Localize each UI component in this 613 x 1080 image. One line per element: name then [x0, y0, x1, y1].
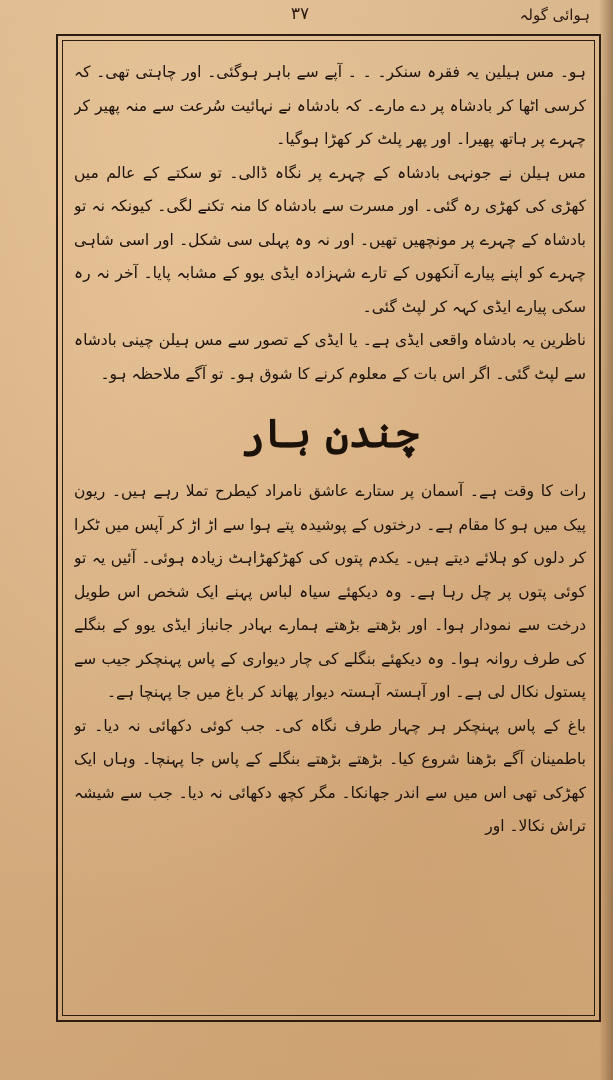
running-title: ہوائی گولہ — [519, 6, 590, 24]
page-edge-shadow — [599, 0, 613, 1080]
paragraph-1: ہو۔ مس ہیلین یہ فقرہ سنکر۔ ۔ ۔ آپے سے باہر ہوگئی۔ اور چاہتی تھی۔ کہ کرسی اٹھا کر بادشاہ پر دے مارے۔ کہ بادشاہ نے نہائیت سُرعت سے منہ پھیر کر چہرے پر ہاتھ پھیرا۔ اور پھر پلٹ کر کھڑا ہوگیا۔ — [74, 63, 586, 148]
body-text — [74, 56, 586, 1006]
paragraph-5: باغ کے پاس پہنچکر ہر چہار طرف نگاہ کی۔ جب کوئی دکھائی نہ دیا۔ تو باطمینان آگے بڑھنا شروع کیا۔ بڑھتے بڑھتے بنگلے کے پاس جا پہنچا۔ وہاں ایک کھڑکی تھی اس میں سے اندر جھانکا۔ مگر کچھ دکھائی نہ دیا۔ جب سے شیشہ تراش نکالا۔ اور — [74, 716, 586, 835]
page-number: ۳۷ — [290, 4, 310, 24]
paragraph-2: مس ہیلن نے جونہی بادشاہ کے چہرے پر نگاہ ڈالی۔ تو سکتے کے عالم میں کھڑی کی کھڑی رہ گئی۔ اور مسرت سے بادشاہ کا منہ تکنے لگی۔ کیونکہ نہ تو بادشاہ کے چہرے پر مونچھیں تھیں۔ اور نہ وہ پہلی سی شکل۔ اور اسی شاہی چہرے کو اپنے پیارے آنکھوں کے تارے شہزادہ ایڈی یوو کے مشابہ پایا۔ آخر نہ رہ سکی پیارے ایڈی کہہ کر لپٹ گئی۔ — [74, 163, 586, 316]
section-heading: چندن ہار — [241, 410, 419, 457]
paragraph-4: رات کا وقت ہے۔ آسمان پر ستارے عاشق نامراد کیطرح تملا رہے ہیں۔ ریون پیک میں ہو کا مقام ہے۔ درختوں کے پوشیدہ پتے ہوا سے اڑ اڑ کر آپس میں ٹکرا کر دلوں کو ہلائے دیتے ہیں۔ یکدم پتوں کی کھڑکھڑاہٹ زیادہ ہوئی۔ آئیں یہ تو کوئی پتوں پر چل رہا ہے۔ وہ دیکھئے سیاہ لباس پہنے ایک شخص اس طویل درخت سے نمودار ہوا۔ اور بڑھتے بڑھتے ہمارے بہادر جانباز ایڈی یوو کے بنگلے کی طرف روانہ ہوا۔ وہ دیکھئے بنگلے کی چار دیواری کے پاس پہنچکر جیب سے پستول نکال لی ہے۔ اور آہستہ آہستہ دیوار پھاند کر باغ میں جا پہنچا ہے۔ — [74, 482, 586, 701]
paragraph-3: ناظرین یہ بادشاہ واقعی ایڈی ہے۔ یا ایڈی کے تصور سے مس ہیلن چینی بادشاہ سے لپٹ گئی۔ اگر اس بات کے معلوم کرنے کا شوق ہو۔ تو آگے ملاحظہ ہو۔ — [74, 331, 586, 383]
